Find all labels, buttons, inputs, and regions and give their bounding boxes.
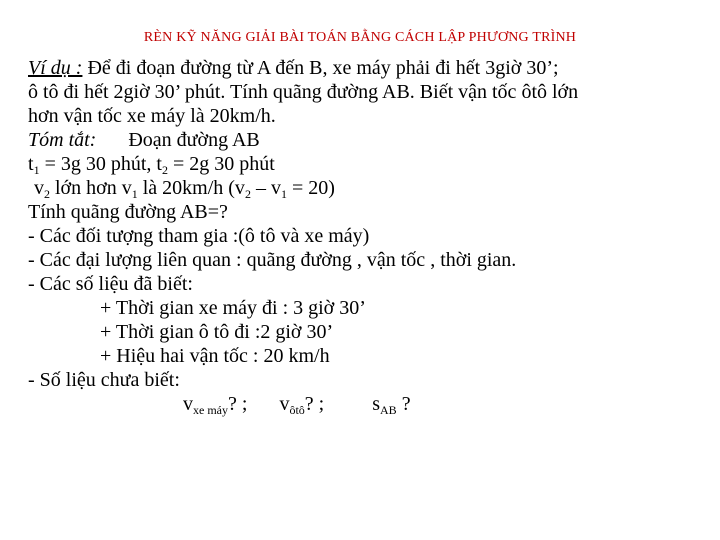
summary-label: Tóm tắt: (28, 129, 97, 151)
page-title: RÈN KỸ NĂNG GIẢI BÀI TOÁN BẰNG CÁCH LẬP PHƯƠNG TRÌNH (143, 30, 577, 45)
example-line-3: hơn vận tốc xe máy là 20km/h. (28, 105, 276, 127)
example-text-1: Để đi đoạn đường từ A đến B, xe máy phải đi hết 3giờ 30’; (82, 57, 559, 79)
time-line: $t_1 = 3g$ 30 phút, $t_2 = 2g$ 30 phút (28, 153, 275, 177)
summary-line (28, 128, 708, 152)
example-line-2: ô tô đi hết 2giờ 30’ phút. Tính quãng đường AB. Biết vận tốc ôtô lớn (28, 81, 579, 103)
objects-line: - Các đối tượng tham gia :(ô tô và xe máy) (28, 225, 370, 247)
example-label: Ví dụ : (28, 57, 83, 79)
known-header: - Các số liệu đã biết: (28, 273, 193, 295)
unknown-line: $v_{xe máy}$? ; $v_{ôtô}$? ; $s_{AB}$ ? (183, 393, 411, 417)
question-line: Tính quãng đường AB=? (28, 201, 228, 223)
example-line-1 (28, 56, 708, 80)
quantities-line: - Các đại lượng liên quan : quãng đường , vận tốc , thời gian. (28, 249, 517, 271)
known-item-3: + Hiệu hai vận tốc : 20 km/h (100, 345, 330, 367)
velocity-line: $v_2$ lớn hơn $v_1$ là 20km/h $(v_2 - v_1 = 20)$ (34, 177, 335, 201)
summary-text: Đoạn đường AB (128, 129, 260, 151)
known-item-1: + Thời gian xe máy đi : 3 giờ 30’ (100, 297, 366, 319)
known-item-2: + Thời gian ô tô đi :2 giờ 30’ (100, 321, 334, 343)
unknown-header: - Số liệu chưa biết: (28, 369, 180, 391)
document-body (28, 56, 708, 416)
